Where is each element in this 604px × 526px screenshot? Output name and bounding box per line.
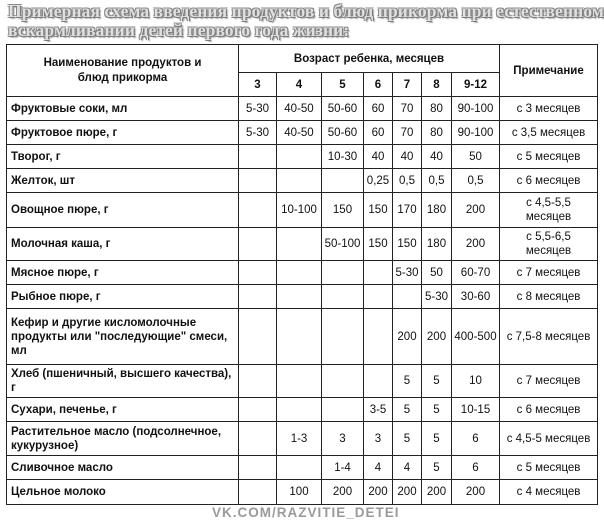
amount-cell: 50 bbox=[422, 261, 452, 285]
amount-cell: 6 bbox=[452, 422, 500, 456]
note-cell: с 3 месяцев bbox=[500, 97, 598, 121]
header-age: Возраст ребенка, месяцев bbox=[239, 45, 500, 73]
product-name-cell: Хлеб (пшеничный, высшего качества), г bbox=[7, 365, 239, 398]
amount-cell: 5-30 bbox=[239, 97, 277, 121]
note-cell: с 7 месяцев bbox=[500, 365, 598, 398]
amount-cell bbox=[239, 422, 277, 456]
amount-cell bbox=[277, 228, 322, 261]
amount-cell: 60 bbox=[364, 97, 393, 121]
product-name-cell: Кефир и другие кисломолочные продукты или "последующие" смеси, мл bbox=[7, 309, 239, 365]
table-body bbox=[7, 97, 598, 505]
amount-cell: 180 bbox=[422, 228, 452, 261]
amount-cell: 10-15 bbox=[452, 398, 500, 422]
table-row bbox=[7, 365, 598, 398]
amount-cell: 5 bbox=[393, 365, 422, 398]
amount-cell: 150 bbox=[364, 193, 393, 228]
amount-cell bbox=[277, 169, 322, 193]
month-header: 7 bbox=[393, 73, 422, 97]
product-name-cell: Сливочное масло bbox=[7, 456, 239, 480]
amount-cell: 50-60 bbox=[322, 97, 364, 121]
amount-cell bbox=[322, 398, 364, 422]
note-cell: с 5 месяцев bbox=[500, 456, 598, 480]
month-header: 5 bbox=[322, 73, 364, 97]
amount-cell: 0,5 bbox=[422, 169, 452, 193]
amount-cell bbox=[322, 261, 364, 285]
amount-cell bbox=[239, 456, 277, 480]
product-name-cell: Фруктовое пюре, г bbox=[7, 121, 239, 145]
amount-cell: 5 bbox=[393, 398, 422, 422]
amount-cell: 60-70 bbox=[452, 261, 500, 285]
amount-cell bbox=[322, 285, 364, 309]
product-name-cell: Цельное молоко bbox=[7, 480, 239, 505]
feeding-schedule-table bbox=[6, 44, 598, 505]
table-row bbox=[7, 456, 598, 480]
product-name-cell: Молочная каша, г bbox=[7, 228, 239, 261]
amount-cell: 50-100 bbox=[322, 228, 364, 261]
table-row bbox=[7, 97, 598, 121]
amount-cell: 5-30 bbox=[393, 261, 422, 285]
amount-cell bbox=[364, 261, 393, 285]
amount-cell bbox=[239, 309, 277, 365]
amount-cell: 0,5 bbox=[452, 169, 500, 193]
amount-cell: 200 bbox=[452, 480, 500, 505]
month-header: 6 bbox=[364, 73, 393, 97]
amount-cell: 200 bbox=[422, 480, 452, 505]
amount-cell: 3 bbox=[364, 422, 393, 456]
amount-cell bbox=[277, 456, 322, 480]
amount-cell: 50-60 bbox=[322, 121, 364, 145]
amount-cell bbox=[239, 261, 277, 285]
amount-cell bbox=[322, 365, 364, 398]
amount-cell: 5-30 bbox=[422, 285, 452, 309]
amount-cell: 1-4 bbox=[322, 456, 364, 480]
amount-cell: 40 bbox=[364, 145, 393, 169]
table-row bbox=[7, 193, 598, 228]
month-header: 4 bbox=[277, 73, 322, 97]
amount-cell bbox=[239, 193, 277, 228]
month-header: 3 bbox=[239, 73, 277, 97]
product-name-cell: Мясное пюре, г bbox=[7, 261, 239, 285]
amount-cell bbox=[364, 309, 393, 365]
table-row bbox=[7, 309, 598, 365]
amount-cell bbox=[393, 285, 422, 309]
amount-cell: 150 bbox=[322, 193, 364, 228]
amount-cell bbox=[239, 145, 277, 169]
amount-cell: 10-100 bbox=[277, 193, 322, 228]
amount-cell: 50 bbox=[452, 145, 500, 169]
month-header: 9-12 bbox=[452, 73, 500, 97]
table-row bbox=[7, 121, 598, 145]
table-row bbox=[7, 228, 598, 261]
table-row bbox=[7, 145, 598, 169]
note-cell: с 4,5-5 месяцев bbox=[500, 422, 598, 456]
note-cell: с 3,5 месяцев bbox=[500, 121, 598, 145]
amount-cell bbox=[239, 365, 277, 398]
amount-cell: 200 bbox=[393, 480, 422, 505]
amount-cell bbox=[277, 261, 322, 285]
amount-cell: 100 bbox=[277, 480, 322, 505]
amount-cell: 0,5 bbox=[393, 169, 422, 193]
amount-cell: 80 bbox=[422, 121, 452, 145]
amount-cell: 1-3 bbox=[277, 422, 322, 456]
amount-cell: 150 bbox=[393, 228, 422, 261]
product-name-cell: Растительное масло (подсолнечное, кукурузное) bbox=[7, 422, 239, 456]
amount-cell: 70 bbox=[393, 121, 422, 145]
amount-cell: 200 bbox=[393, 309, 422, 365]
amount-cell: 5 bbox=[422, 456, 452, 480]
amount-cell bbox=[239, 228, 277, 261]
note-cell: с 4,5-5,5 месяцев bbox=[500, 193, 598, 228]
amount-cell: 5-30 bbox=[239, 121, 277, 145]
amount-cell: 80 bbox=[422, 97, 452, 121]
amount-cell: 200 bbox=[322, 480, 364, 505]
amount-cell: 40-50 bbox=[277, 97, 322, 121]
amount-cell: 200 bbox=[364, 480, 393, 505]
table-row bbox=[7, 169, 598, 193]
header-note: Примечание bbox=[500, 45, 598, 97]
amount-cell: 150 bbox=[364, 228, 393, 261]
note-cell: с 5,5-6,5 месяцев bbox=[500, 228, 598, 261]
header-product-name: Наименование продуктов и блюд прикорма bbox=[7, 45, 239, 97]
amount-cell bbox=[239, 480, 277, 505]
amount-cell bbox=[277, 398, 322, 422]
note-cell: с 6 месяцев bbox=[500, 398, 598, 422]
product-name-cell: Овощное пюре, г bbox=[7, 193, 239, 228]
amount-cell: 180 bbox=[422, 193, 452, 228]
amount-cell: 70 bbox=[393, 97, 422, 121]
amount-cell bbox=[277, 145, 322, 169]
amount-cell bbox=[364, 285, 393, 309]
amount-cell bbox=[239, 285, 277, 309]
table-row bbox=[7, 422, 598, 456]
amount-cell: 200 bbox=[452, 228, 500, 261]
note-cell: с 8 месяцев bbox=[500, 285, 598, 309]
amount-cell: 90-100 bbox=[452, 97, 500, 121]
amount-cell bbox=[277, 365, 322, 398]
amount-cell: 3-5 bbox=[364, 398, 393, 422]
amount-cell: 200 bbox=[422, 309, 452, 365]
note-cell: с 7,5-8 месяцев bbox=[500, 309, 598, 365]
page-title bbox=[8, 1, 604, 40]
amount-cell: 5 bbox=[422, 365, 452, 398]
note-cell: с 4 месяцев bbox=[500, 480, 598, 505]
amount-cell: 5 bbox=[422, 422, 452, 456]
amount-cell bbox=[239, 169, 277, 193]
amount-cell: 3 bbox=[322, 422, 364, 456]
amount-cell bbox=[322, 309, 364, 365]
title-line-1: Примерная схема введения продуктов и блюд прикорма при естественном bbox=[8, 1, 604, 21]
amount-cell: 5 bbox=[422, 398, 452, 422]
product-name-cell: Рыбное пюре, г bbox=[7, 285, 239, 309]
amount-cell bbox=[277, 285, 322, 309]
product-name-cell: Творог, г bbox=[7, 145, 239, 169]
amount-cell bbox=[277, 309, 322, 365]
amount-cell: 40-50 bbox=[277, 121, 322, 145]
note-cell: с 6 месяцев bbox=[500, 169, 598, 193]
amount-cell: 40 bbox=[422, 145, 452, 169]
month-header: 8 bbox=[422, 73, 452, 97]
footer-watermark: VK.COM/RAZVITIE_DETEI bbox=[212, 505, 400, 520]
note-cell: с 5 месяцев bbox=[500, 145, 598, 169]
amount-cell: 90-100 bbox=[452, 121, 500, 145]
amount-cell: 5 bbox=[393, 422, 422, 456]
table-row bbox=[7, 480, 598, 505]
product-name-cell: Желток, шт bbox=[7, 169, 239, 193]
table-row bbox=[7, 285, 598, 309]
amount-cell: 170 bbox=[393, 193, 422, 228]
amount-cell: 400-500 bbox=[452, 309, 500, 365]
amount-cell: 6 bbox=[452, 456, 500, 480]
amount-cell: 30-60 bbox=[452, 285, 500, 309]
amount-cell: 60 bbox=[364, 121, 393, 145]
amount-cell bbox=[364, 365, 393, 398]
amount-cell: 4 bbox=[364, 456, 393, 480]
note-cell: с 7 месяцев bbox=[500, 261, 598, 285]
title-line-2: вскармливании детей первого года жизни: bbox=[8, 20, 350, 40]
product-name-cell: Фруктовые соки, мл bbox=[7, 97, 239, 121]
table-row bbox=[7, 261, 598, 285]
amount-cell: 10 bbox=[452, 365, 500, 398]
amount-cell: 0,25 bbox=[364, 169, 393, 193]
amount-cell: 4 bbox=[393, 456, 422, 480]
table-row bbox=[7, 398, 598, 422]
amount-cell: 40 bbox=[393, 145, 422, 169]
amount-cell: 200 bbox=[452, 193, 500, 228]
amount-cell: 10-30 bbox=[322, 145, 364, 169]
amount-cell bbox=[239, 398, 277, 422]
product-name-cell: Сухари, печенье, г bbox=[7, 398, 239, 422]
amount-cell bbox=[322, 169, 364, 193]
